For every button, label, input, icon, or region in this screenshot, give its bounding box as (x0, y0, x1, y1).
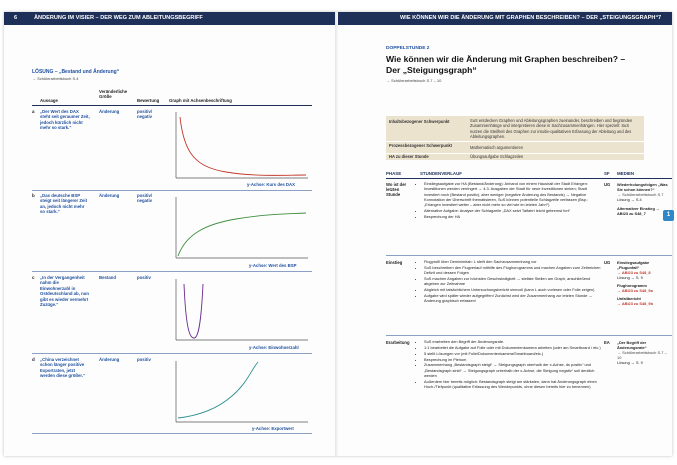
graph-b (166, 194, 312, 264)
row-d-statement: „China verzeichnet schon länger positive Exportraten, jetzt werden diese größer.“ (40, 357, 86, 379)
info-key-2: Prozessbezogener Schwerpunkt (389, 143, 453, 148)
row-d-size: Änderung (99, 357, 120, 362)
phase-2-media (617, 260, 671, 306)
graph-d-curve (178, 362, 258, 418)
phase-2-divider (386, 335, 672, 336)
phase-1-media-title: Wiederholungsfolgen „Was Sie schon können?“ (617, 182, 668, 192)
col-bewertung: Bewertung (137, 98, 160, 103)
col-phase: PHASE (386, 171, 402, 176)
phase-1-media-alt: Alternativer Einstieg → ABI23 zu S48_7 (617, 206, 660, 216)
graph-c (166, 276, 312, 346)
graph-c-curve (184, 284, 203, 338)
lesson-ref: → Schülerarbeitsbuch S.7 – 10 (386, 78, 442, 83)
row-d-divider (32, 433, 312, 434)
graph-a-curve (180, 117, 306, 175)
row-c-size: Bestand (99, 275, 116, 280)
phase-1-item: • Alternative Aufgabe: Analyse der Schlagzeile „DAX setzt Talfahrt leicht gebremst fort“ (424, 208, 601, 213)
info-value-2: Mathematisch argumentieren (470, 145, 524, 150)
phase-3-item: • 1:1 bearbeitet die Aufgabe auf Folie oder mit Dokumentenkamera arbeiten (oder am Smartboard / etc.) (424, 345, 601, 350)
row-c-divider (32, 353, 312, 354)
phase-1-media-solution: Lösung → S.4 (617, 197, 642, 202)
phase-3-item: • Außerdem hier bereits möglich: Bestandsgraph steigt am stärksten, dann hat Änderungsgraph einen Hoch-/Tiefpunkt (qualitative Erfassung des Wendepunkts, ohne diesen bereits hier zu benennen) (424, 379, 601, 390)
lesson-title-line2: Der „Steigungsgraph“ (386, 65, 477, 75)
phase-2-media-title: Einstiegsaufgabe „Flugunfall“ (617, 260, 650, 270)
col-verlauf: STUNDENVERLAUF (420, 171, 462, 176)
phase-3-item: • SuS erarbeiten den Begriff der Änderungsrate. (424, 339, 601, 344)
book-spread (4, 12, 672, 456)
solution-title: LÖSUNG – „Bestand und Änderung“ (32, 69, 120, 75)
graph-b-curve (178, 213, 306, 256)
phase-3-item: • 5 stellt Lösungen vor (mit Folie/Dokumentenkamera/Smartboard/etc.) (424, 351, 601, 356)
table-header-line (32, 105, 312, 106)
right-header-title: WIE KÖNNEN WIR DIE ÄNDERUNG MIT GRAPHEN BESCHREIBEN? – DER „STEIGUNGSGRAPH“ (400, 15, 659, 21)
col-aussage: Aussage (40, 98, 58, 103)
solution-ref: → Schülerarbeitsbuch S.4 (32, 76, 79, 81)
phase-1-item: • Besprechung der HA (424, 214, 601, 219)
graph-d-axis-label: y-Achse: Exportwert (252, 426, 294, 431)
row-d-letter: d (32, 357, 35, 362)
col-medien: MEDIEN (617, 171, 635, 176)
row-a-rating: positiv/ negativ (137, 109, 153, 120)
graph-b-axis-label: y-Achse: Wert des BSP (249, 263, 297, 268)
phase-3-media-ref: → Schülerarbeitsbuch S.7 – 10 (617, 350, 667, 360)
chapter-tab: 1 (663, 210, 674, 221)
lesson-kicker: DOPPELSTUNDE 2 (386, 46, 430, 51)
row-a-statement: „Der Wert des DAX steht seit geraumer Zeit, jedoch kürzlich nicht mehr so stark.“ (40, 109, 90, 131)
phase-2-media-ref-2: → ABI23 zu S48_9a (617, 288, 653, 293)
row-b-letter: b (32, 193, 35, 198)
phase-2-item: • Flugprofil über Deminimitab: L stellt den Sachzusammenhang vor (424, 259, 601, 264)
row-b-divider (32, 271, 312, 272)
phase-2-item: • SuS beschreiben den Flugverlauf mithilfe des Flughorogramms und machen Angaben zum Zeitreichen Defizit und dessen Folgen (424, 265, 601, 276)
left-page-number: 6 (14, 15, 18, 21)
graph-a (166, 109, 312, 184)
phase-2-media-ref-1: → ABI23 zu S48_8 (617, 270, 651, 275)
left-header-title: ÄNDERUNG IM VISIER – DER WEG ZUM ABLEITUNGSBEGRIFF (34, 15, 203, 21)
row-c-statement: „In der Vergangenheit nahm die Einwohnerzahl in Ostdeutschland ab, nun gibt es wieder vermehrt Zuzüge.“ (40, 275, 89, 308)
row-c-rating: positiv (137, 275, 151, 280)
right-page-number: 7 (658, 15, 662, 21)
phase-2-item: • Aufgabe wird später wieder aufgegriffen! Zunächst wird der Zusammenhang zur letzten Stunde → Änderung graphisch erfassen! (424, 293, 601, 304)
graph-a-axis-label: y-Achse: Kurs des DAX (247, 182, 295, 187)
info-table (386, 116, 644, 160)
info-value-1: SuS entdecken Graphen und Ableitungsgraphen zueinander, beschreiben und begründen Zusammenhänge und interpretieren diese in Sachzusammenhängen. Hier speziell: SuS nutzen die Steilheit des Graphen zur intuitiv-qualitativen Erfassung der Ableitung und des Ableitungsgraphen. (470, 118, 633, 140)
left-header-bar (4, 12, 338, 25)
row-a-divider (32, 190, 312, 191)
phase-2-item: • SuS machen Angaben zur höchsten Geschwindigkeit → stellste Stellen am Graph, anschließend abgeben zur Zeitnahme (424, 276, 601, 287)
phase-2-content (418, 259, 601, 304)
row-b-rating: positiv/ negativ (137, 193, 153, 204)
phase-3-media-title: „Der Begriff der Änderungsrate“ (617, 340, 647, 350)
phase-3-name: Erarbeitung (386, 340, 410, 345)
info-key-3: HA zu dieser Stunde (389, 154, 429, 159)
phase-1-name: Wo ist der letzten Stunde (386, 182, 407, 197)
phase-1-sf: UG (604, 182, 611, 187)
phase-3-media-solution: Lösung → S. 9 (617, 360, 643, 365)
row-b-statement: „Das deutsche BSP steigt seit längerer Zeit an, jedoch nicht mehr so stark.“ (40, 193, 88, 215)
phase-2-item: • Abgleich mit tatsächlichem Untersuchungsbericht sinnvoll (kann L auch vorlesen oder Folie zeigen) (424, 287, 601, 292)
phase-3-item: • Besprechung im Plenum (424, 357, 601, 362)
phase-1-divider (386, 255, 672, 256)
phase-2-name: Einstieg (386, 260, 403, 265)
left-page (4, 12, 338, 456)
phase-header-line (386, 178, 672, 179)
row-c-letter: c (32, 275, 35, 280)
phase-1-content (418, 181, 601, 220)
phase-2-media-ref-3: → ABI23 zu S48_9b (617, 301, 653, 306)
info-key-1: Inhaltsbezogener Schwerpunkt (389, 119, 450, 124)
phase-1-item: • Einstiegsaufgabe zur HA (Bestand/Änderung): Anhand von einem Haushalt der Stadt Erlangen: Investitionen werden verringert → 4.3. Ausgaben der Stadt für neue Investitionen sinken; Stadt investiert noch (Bestand positiv), aber weniger (negative Änderung des Bestands) → Negative Konnotation der Überschrift thematisieren, SuS können potentielle Schlagzeile verfassen (Bsp.: „Erlangen investiert weiter – aber nicht mehr so viel wie im letzten Jahr!“) (424, 181, 601, 208)
col-sf: SF (604, 171, 610, 176)
phase-3-item: • Zusammenhang „Bestandsgraph steigt“ → Steigungsgraph oberhalb der x-Achse, ds positiv“ und „Bestandsgraph sinkt“ → Steigungsgraph unterhalb der x-Achse, die Steigung negativ“ soll deutlich werden (424, 362, 601, 378)
phase-1-media-ref: → Schülerarbeitsbuch S.7 (617, 192, 664, 197)
phase-2-media-solution: Lösung → S. 9 (617, 275, 643, 280)
phase-2-sf: UG (604, 260, 611, 265)
phase-3-media (617, 340, 671, 365)
phase-3-content (418, 339, 601, 390)
phase-2-media-profile: Flughorogramm (617, 283, 647, 288)
row-d-rating: positiv (137, 357, 151, 362)
right-header-bar (338, 12, 672, 25)
row-a-size: Änderung (99, 109, 120, 114)
graph-c-axis-label: y-Achse: Einwohnerzahl (249, 345, 299, 350)
col-graph: Graph mit Achsenbeschriftung (169, 98, 232, 103)
row-a-letter: a (32, 109, 35, 114)
lesson-title-line1: Wie können wir die Änderung mit Graphen beschreiben? – (386, 54, 626, 64)
right-page (338, 12, 672, 456)
row-b-size: Änderung (99, 193, 120, 198)
col-groesse: Veränderliche Größe (99, 89, 128, 99)
phase-2-media-report: Unfallbericht (617, 296, 641, 301)
graph-d (166, 358, 312, 428)
info-value-3: Übungsaufgabe Schlagzeilen (470, 154, 524, 159)
phase-3-sf: EA (604, 340, 610, 345)
info-divider-1 (386, 141, 644, 142)
